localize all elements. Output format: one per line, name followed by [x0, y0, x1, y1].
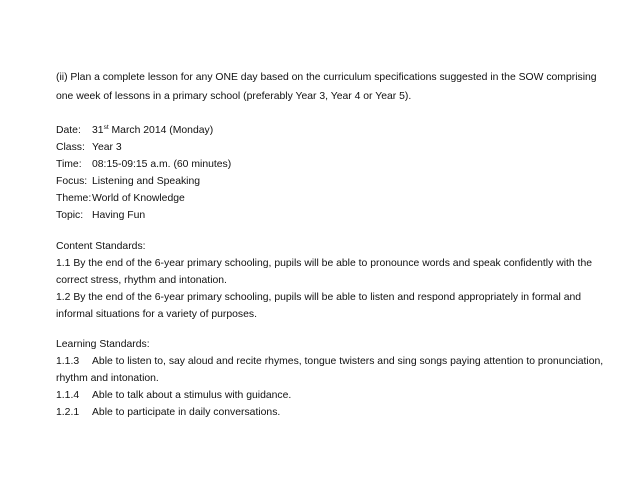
- class-label: Class:: [56, 142, 85, 153]
- learning-standard-1-text: Able to listen to, say aloud and recite rhymes, tongue twisters and sing songs paying attention to pronunciation,: [92, 356, 604, 367]
- date-rest: March 2014 (Monday): [108, 125, 214, 136]
- content-standard-1-line-1: 1.1 By the end of the 6-year primary schooling, pupils will be able to pronounce words and speak confidently with the: [56, 258, 593, 269]
- date-row: [56, 124, 214, 137]
- learning-standard-3-text: Able to participate in daily conversations.: [92, 407, 281, 418]
- date-label: Date:: [56, 125, 81, 136]
- class-value: Year 3: [92, 142, 122, 153]
- learning-standard-1-line-1: [56, 356, 604, 368]
- time-row: [56, 159, 232, 171]
- focus-label: Focus:: [56, 176, 88, 187]
- learning-standard-2: [56, 390, 292, 402]
- content-standard-2-line-1: 1.2 By the end of the 6-year primary schooling, pupils will be able to listen and respond appropriately in formal and: [56, 292, 582, 303]
- learning-standard-2-number: 1.1.4: [56, 390, 80, 401]
- theme-row: [56, 193, 185, 205]
- date-value: [92, 125, 213, 137]
- class-row: [56, 142, 122, 154]
- topic-row: [56, 210, 146, 222]
- topic-label: Topic:: [56, 210, 84, 221]
- content-standard-1-line-2: correct stress, rhythm and intonation.: [56, 275, 227, 286]
- theme-label: Theme:: [56, 193, 92, 204]
- time-label: Time:: [56, 159, 82, 170]
- content-standard-2-line-2: informal situations for a variety of purposes.: [56, 309, 257, 320]
- date-day: 31: [92, 125, 104, 136]
- theme-value: World of Knowledge: [92, 193, 185, 204]
- learning-standard-1-line-2: rhythm and intonation.: [56, 373, 159, 384]
- intro-line-2: one week of lessons in a primary school (preferably Year 3, Year 4 or Year 5).: [56, 91, 412, 102]
- learning-standard-1-number: 1.1.3: [56, 356, 80, 367]
- learning-standard-3-number: 1.2.1: [56, 407, 80, 418]
- learning-standard-2-text: Able to talk about a stimulus with guidance.: [92, 390, 292, 401]
- learning-standard-3: [56, 407, 281, 419]
- focus-row: [56, 176, 201, 188]
- focus-value: Listening and Speaking: [92, 176, 201, 187]
- date-suffix: st: [103, 124, 109, 131]
- time-value: 08:15-09:15 a.m. (60 minutes): [92, 159, 232, 170]
- learning-standards-heading: Learning Standards:: [56, 339, 150, 350]
- topic-value: Having Fun: [92, 210, 146, 221]
- content-standards-heading: Content Standards:: [56, 241, 146, 252]
- intro-line-1: (ii) Plan a complete lesson for any ONE day based on the curriculum specifications suggested in the SOW comprising: [56, 72, 597, 83]
